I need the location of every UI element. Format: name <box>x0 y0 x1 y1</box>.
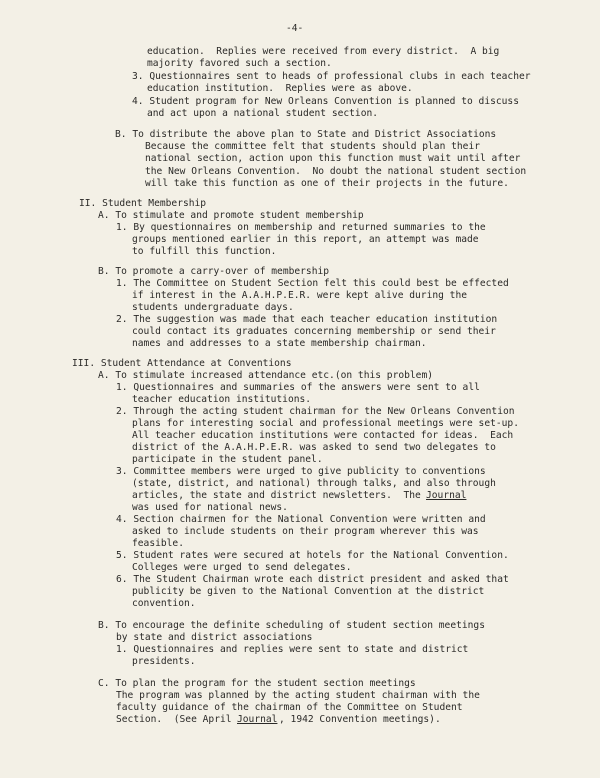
text-line-b-4: the New Orleans Convention. No doubt the national student section <box>145 166 527 177</box>
text-line-iiia4-2: asked to include students on their program wherever this was <box>132 526 479 537</box>
text-line-cont-1: education. Replies were received from every district. A big <box>147 46 500 57</box>
text-line-cont-2: majority favored such a section. <box>147 58 332 69</box>
text-line-iiic-1: C. To plan the program for the student section meetings <box>98 678 416 689</box>
text-line-iiia5-2: Colleges were urged to send delegates. <box>132 562 352 573</box>
text-line-iib2-1: 2. The suggestion was made that each teacher education institution <box>116 314 498 325</box>
text-line-i4-1: 4. Student program for New Orleans Convention is planned to discuss <box>132 96 519 107</box>
text-line-b-1: B. To distribute the above plan to State and District Associations <box>115 129 497 140</box>
text-line-iiib-1: B. To encourage the definite scheduling of student section meetings <box>98 620 485 631</box>
text-line-iia1-1: 1. By questionnaires on membership and returned summaries to the <box>116 222 486 233</box>
text-line-iiia4-3: feasible. <box>132 538 184 549</box>
text-line-iiia3-4: was used for national news. <box>132 502 288 513</box>
text-line-iiia6-2: publicity be given to the National Convention at the district <box>132 586 485 597</box>
text-line-iiia3-3: articles, the state and district newsletters. The <box>132 490 427 501</box>
text-line-iiia2-2: plans for interesting social and professional meetings were set-up. <box>132 418 519 429</box>
text-line-iiib1-1: 1. Questionnaires and replies were sent to state and district <box>116 644 469 655</box>
text-line-iiic-2: The program was planned by the acting student chairman with the <box>116 690 480 701</box>
text-line-iia1-3: to fulfill this function. <box>132 246 277 257</box>
text-line-iiic-4b: , 1942 Convention meetings). <box>279 714 441 725</box>
text-line-iiib-2: by state and district associations <box>116 632 313 643</box>
text-line-iia-1: A. To stimulate and promote student membership <box>98 210 364 221</box>
text-line-iiia-1: A. To stimulate increased attendance etc.(on this problem) <box>98 370 434 381</box>
text-line-i3-2: education institution. Replies were as above. <box>147 83 413 94</box>
text-line-iiia6-3: convention. <box>132 598 196 609</box>
text-line-iiia4-1: 4. Section chairmen for the National Convention were written and <box>116 514 486 525</box>
text-line-i3-1: 3. Questionnaires sent to heads of professional clubs in each teacher <box>132 71 531 82</box>
text-line-iib1-2: if interest in the A.A.H.P.E.R. were kept alive during the <box>132 290 468 301</box>
text-line-ii-head: II. Student Membership <box>79 198 207 209</box>
text-line-iiic-4u: Journal <box>237 714 278 725</box>
text-line-iib-1: B. To promote a carry-over of membership <box>98 266 330 277</box>
text-line-iiia2-1: 2. Through the acting student chairman for the New Orleans Convention <box>116 406 515 417</box>
page-number: -4- <box>286 23 304 34</box>
text-line-iiia2-5: participate in the student panel. <box>132 454 323 465</box>
text-line-iiic-4a: Section. (See April <box>116 714 238 725</box>
text-line-iiia3-2: (state, district, and national) through talks, and also through <box>132 478 496 489</box>
text-line-iib2-3: names and addresses to a state membership chairman. <box>132 338 427 349</box>
text-line-iiic-3: faculty guidance of the chairman of the Committee on Student <box>116 702 463 713</box>
text-line-iii-head: III. Student Attendance at Conventions <box>72 358 292 369</box>
text-line-iib1-3: students undergraduate days. <box>132 302 294 313</box>
text-line-iiia2-3: All teacher education institutions were contacted for ideas. Each <box>132 430 514 441</box>
text-line-b-3: national section, action upon this function must wait until after <box>145 153 521 164</box>
text-line-b-5: will take this function as one of their projects in the future. <box>145 178 509 189</box>
text-line-iiia1-1: 1. Questionnaires and summaries of the answers were sent to all <box>116 382 480 393</box>
text-line-b-2: Because the committee felt that students should plan their <box>145 141 481 152</box>
text-line-iiia2-4: district of the A.A.H.P.E.R. was asked to send two delegates to <box>132 442 496 453</box>
text-line-iiia3-3u: Journal <box>426 490 467 501</box>
text-line-iiib1-2: presidents. <box>132 656 196 667</box>
text-line-iiia5-1: 5. Student rates were secured at hotels for the National Convention. <box>116 550 509 561</box>
text-line-i4-2: and act upon a national student section. <box>147 108 379 119</box>
text-line-iiia3-1: 3. Committee members were urged to give publicity to conventions <box>116 466 486 477</box>
text-line-iiia6-1: 6. The Student Chairman wrote each district president and asked that <box>116 574 509 585</box>
text-line-iia1-2: groups mentioned earlier in this report, an attempt was made <box>132 234 479 245</box>
text-line-iib2-2: could contact its graduates concerning membership or send their <box>132 326 496 337</box>
text-line-iiia1-2: teacher education institutions. <box>132 394 312 405</box>
text-line-iib1-1: 1. The Committee on Student Section felt this could best be effected <box>116 278 509 289</box>
